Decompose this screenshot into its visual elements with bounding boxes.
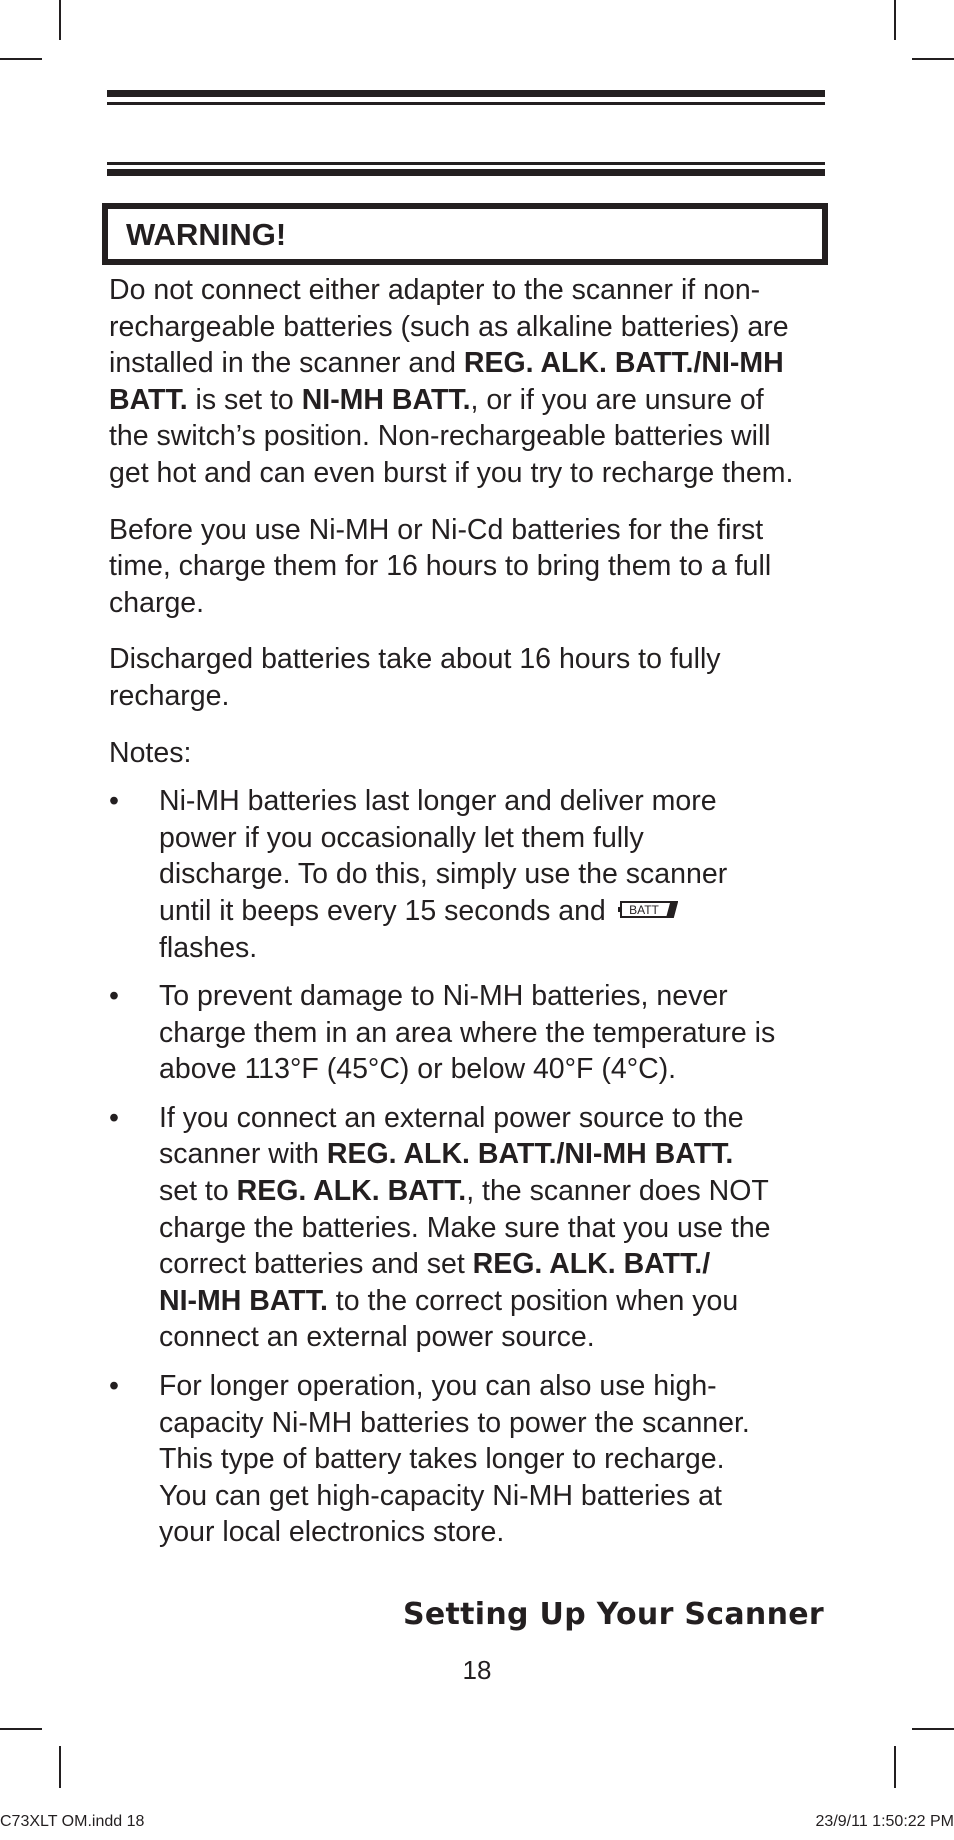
section-rule-thick xyxy=(107,169,825,176)
bullet: • xyxy=(109,1370,119,1403)
text-line: until it beeps every 15 seconds and BATT xyxy=(159,893,829,930)
body-text xyxy=(109,272,829,1563)
text-line: scanner with REG. ALK. BATT./NI-MH BATT. xyxy=(159,1138,734,1171)
text-line: installed in the scanner and REG. ALK. BATT./NI-MH xyxy=(109,347,784,380)
text-line: discharge. To do this, simply use the scanner xyxy=(159,858,728,891)
text-line: Discharged batteries take about 16 hours to fully xyxy=(109,643,721,676)
header-rule-thin xyxy=(107,102,825,105)
crop-mark-bottom-right-h xyxy=(912,1728,954,1730)
list-item xyxy=(109,978,829,1088)
bullet: • xyxy=(109,785,119,818)
text-line: power if you occasionally let them fully xyxy=(159,821,644,854)
crop-mark-bottom-left-h xyxy=(0,1728,42,1730)
list-item xyxy=(109,1100,829,1356)
recharge-time-paragraph xyxy=(109,641,829,714)
first-charge-paragraph xyxy=(109,512,829,622)
text-line: set to REG. ALK. BATT., the scanner does NOT xyxy=(159,1175,769,1208)
crop-mark-bottom-left-v xyxy=(59,1746,61,1788)
slug-filename: C73XLT OM.indd 18 xyxy=(0,1813,145,1830)
text-line: correct batteries and set REG. ALK. BATT./ xyxy=(159,1248,711,1281)
slug-timestamp: 23/9/11 1:50:22 PM xyxy=(815,1813,954,1830)
text-line: capacity Ni-MH batteries to power the scanner. xyxy=(159,1406,750,1439)
warning-paragraph xyxy=(109,272,829,492)
text-line: BATT. is set to NI-MH BATT., or if you are unsure of xyxy=(109,383,764,416)
page-number: 18 xyxy=(462,1655,492,1685)
text-line: connect an external power source. xyxy=(159,1321,595,1354)
warning-title: WARNING! xyxy=(126,217,287,252)
battery-icon xyxy=(618,901,678,918)
crop-mark-top-left-h xyxy=(0,58,42,60)
text-line: For longer operation, you can also use high- xyxy=(159,1370,717,1403)
text-line: Do not connect either adapter to the scanner if non- xyxy=(109,274,761,306)
text-line: If you connect an external power source to the xyxy=(159,1101,744,1134)
text-line: rechargeable batteries (such as alkaline batteries) are xyxy=(109,310,789,343)
section-rule-thin xyxy=(107,162,825,165)
text-line: your local electronics store. xyxy=(159,1516,505,1549)
text-line: This type of battery takes longer to recharge. xyxy=(159,1443,725,1476)
warning-box xyxy=(102,203,828,265)
section-title: Setting Up Your Scanner xyxy=(402,1597,824,1632)
crop-mark-top-right-v xyxy=(894,0,896,40)
text-line: flashes. xyxy=(159,931,258,964)
text-line: To prevent damage to Ni-MH batteries, never xyxy=(159,980,728,1013)
notes-label: Notes: xyxy=(109,736,192,769)
text-line: the switch’s position. Non-rechargeable batteries will xyxy=(109,420,771,453)
text-line: charge the batteries. Make sure that you use the xyxy=(159,1211,771,1244)
crop-mark-top-left-v xyxy=(59,0,61,40)
text-line: charge them in an area where the temperature is xyxy=(159,1016,776,1049)
battery-icon-label: BATT xyxy=(628,902,659,917)
crop-mark-bottom-right-v xyxy=(894,1746,896,1788)
text-line: recharge. xyxy=(109,679,230,712)
bullet: • xyxy=(109,1101,119,1134)
text-line: charge. xyxy=(109,586,205,619)
list-item xyxy=(109,1368,829,1551)
text-line: You can get high-capacity Ni-MH batteries at xyxy=(159,1479,722,1512)
bullet: • xyxy=(109,980,119,1013)
text-line: NI-MH BATT. to the correct position when you xyxy=(159,1284,739,1317)
list-item xyxy=(109,783,829,966)
text-line: time, charge them for 16 hours to bring them to a full xyxy=(109,550,772,583)
notes-list xyxy=(109,783,829,1551)
header-rule-thick xyxy=(107,90,825,97)
text-line: above 113°F (45°C) or below 40°F (4°C). xyxy=(159,1053,677,1086)
text-line: Ni-MH batteries last longer and deliver more xyxy=(159,785,717,818)
crop-mark-top-right-h xyxy=(912,58,954,60)
text-line: Before you use Ni-MH or Ni-Cd batteries for the first xyxy=(109,513,764,546)
text-line: get hot and can even burst if you try to recharge them. xyxy=(109,456,794,489)
